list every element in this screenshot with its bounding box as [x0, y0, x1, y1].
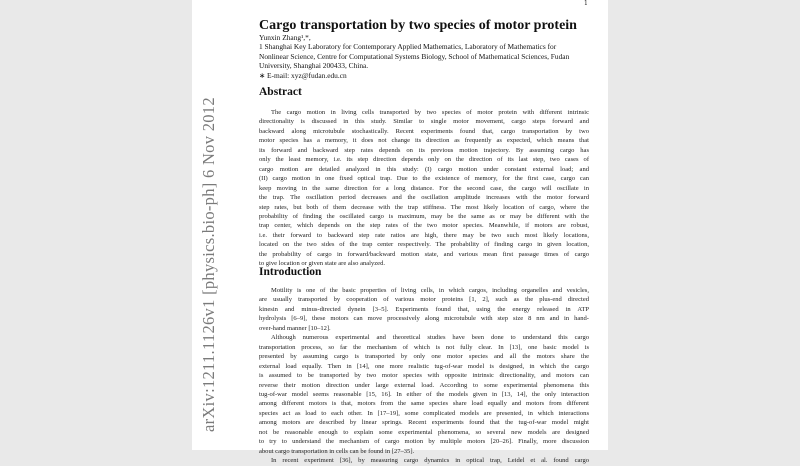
intro-line: over-hand manner [10–12]. — [259, 324, 331, 332]
intro-line: are usually transported by cooperation of various motor proteins [1, 2], such as the plus-end directed — [259, 296, 589, 304]
intro-line: presented by assuming cargo is transported by only one motor species and all the motors share the — [259, 353, 589, 361]
intro-line: reverse their motion direction under large external load. According to some experimental phenomena this — [259, 381, 589, 389]
abstract-heading: Abstract — [259, 86, 302, 98]
intro-line: In recent experiment [36], by measuring cargo dynamics in optical trap, Leidel et al. found cargo — [271, 457, 589, 465]
abstract-line: i.e. their forward to backward step rate ratios are high, there may be two such most likely locations, — [259, 231, 589, 239]
intro-line: Motility is one of the basic properties of living cells, in which cargos, including organelles and vesicles, — [271, 287, 589, 294]
intro-line: external load equally. Then in [14], one more realistic tug-of-war model is designed, in which the cargo — [259, 362, 589, 370]
arxiv-stamp: arXiv:1211.1126v1 [physics.bio-ph] 6 Nov 2012 — [199, 97, 218, 432]
affiliation-block — [259, 42, 589, 80]
abstract-line: probability of finding the oscillated cargo is maximum, may be the same as or may be different with the — [259, 212, 589, 220]
abstract-line: step rates, but both of them decrease with the trap stiffness. The most likely location of cargo, where the — [259, 203, 589, 211]
intro-line: among motors are described by linear springs. Recent experiments found that the tug-of-war model might — [259, 419, 589, 427]
abstract-line: to give location or given state are also analyzed. — [259, 260, 385, 268]
abstract-line: its forward and backward step rates depends on its previous motion trajectory. By assuming cargo has — [259, 146, 589, 154]
abstract-line: directionality is discussed in this study. Similar to single motor movement, cargo steps forward and — [259, 118, 589, 126]
intro-line: among different motors is that, motors from the same species share load equally and motors from different — [259, 400, 589, 408]
abstract-body — [259, 108, 589, 269]
intro-line: species act as load to each other. In [17–19], some complicated models are presented, in which interactions — [259, 409, 589, 417]
email-line: ∗ E-mail: xyz@fudan.edu.cn — [259, 70, 347, 80]
intro-line: to try to understand the mechanism of cargo motion by multiple motors [20–26]. Finally, more discussion — [259, 438, 589, 446]
abstract-line: located on the two sides of the trap center respectively. The probability of finding cargo in given location, — [259, 241, 589, 249]
abstract-line: only the least memory, i.e. its step direction depends only on the direction of its last step, two cases of — [259, 156, 589, 164]
introduction-heading: Introduction — [259, 266, 322, 278]
affiliation-line: University, Shanghai 200433, China. — [259, 61, 369, 70]
intro-line: is assumed to be transported by two motor species with opposite intrinsic directionality, and motors can — [259, 372, 589, 380]
abstract-line: the trap. The oscillation period decreases and the oscillation amplitude increases with the motor forward — [259, 194, 589, 202]
abstract-line: The cargo motion in living cells transported by two species of motor protein with different intrinsic — [271, 109, 589, 116]
intro-line: Although numerous experimental and theoretical studies have been done to understand this cargo — [271, 334, 589, 342]
abstract-line: trap center, which depends on the step rates of the two motor species. Meanwhile, if motors are robust, — [259, 222, 589, 230]
abstract-line: keep moving in the same direction for a long distance. For the second case, the cargo will oscillate in — [259, 184, 589, 192]
affiliation-line: Nonlinear Science, Centre for Computational Systems Biology, School of Mathematical Sciences, Fudan — [259, 51, 570, 61]
page-number: 1 — [584, 0, 588, 7]
abstract-line: cargo motion are detailed analyzed in this study: (I) cargo motion under constant external load; and — [259, 165, 589, 173]
introduction-body — [259, 286, 589, 466]
paper-title: Cargo transportation by two species of motor protein — [259, 18, 577, 33]
intro-line: hydrolysis [6–9], these motors can move processively along microtubule with step size 8 nm and in hand- — [259, 315, 589, 323]
abstract-line: (II) cargo motion in one fixed optical trap. Due to the existence of memory, for the first case, cargo can — [259, 175, 589, 183]
abstract-line: backward along microtubule stochastically. Recent experiments found that, cargo transportation by two — [259, 127, 589, 135]
abstract-line: motor species has a memory, it does not change its direction as frequently as expected, which means that — [259, 137, 589, 145]
intro-line: transportation process, so far the mechanism of which is not fully clear. In [13], one basic model is — [259, 343, 589, 351]
intro-line: kinesin and minus-directed dynein [3–5]. Experiments found that, using the energy released in ATP — [259, 305, 589, 313]
affiliation-line: 1 Shanghai Key Laboratory for Contemporary Applied Mathematics, Laboratory of Mathematics for — [259, 42, 557, 51]
intro-line: tug-of-war model seems reasonable [15, 16]. In either of the models given in [13, 14], the only interaction — [259, 390, 589, 398]
intro-line: about cargo transportation in cells can be found in [27–35]. — [259, 447, 415, 455]
abstract-line: the probability of cargo in forward/backward motion state, and various mean first passage times of cargo — [259, 250, 589, 258]
author-line: Yunxin Zhang¹,*, — [259, 33, 311, 42]
intro-line: not be reasonable enough to explain some experimental phenomena, so several new models are designed — [259, 428, 589, 436]
